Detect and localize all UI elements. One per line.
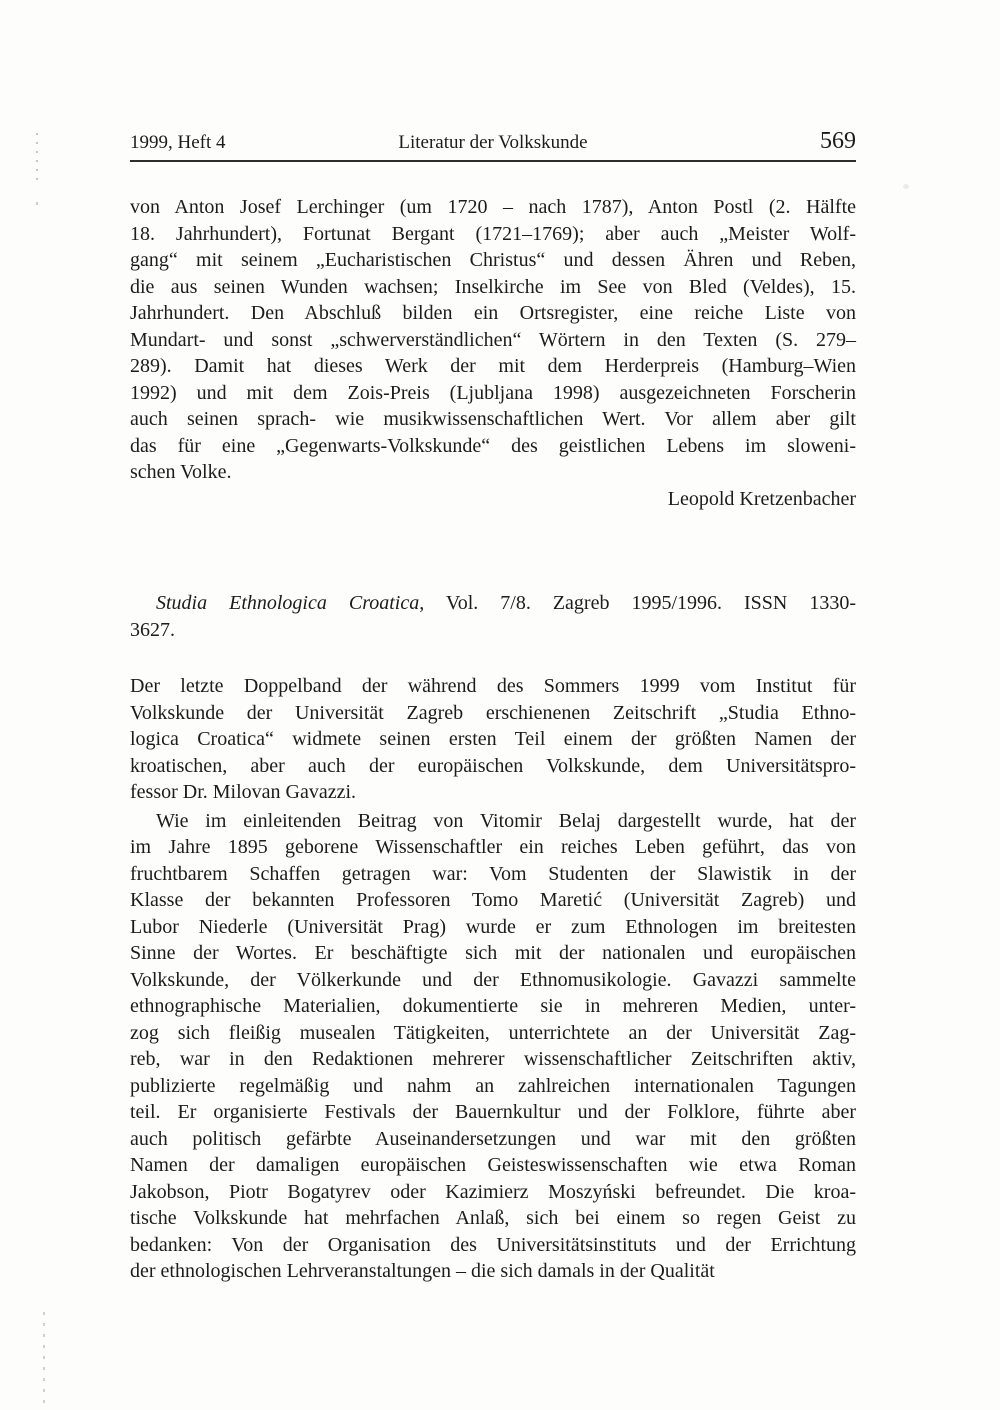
text-line: Jakobson, Piotr Bogatyrev oder Kazimierz Moszyński befreundet. Die kroa- — [130, 1180, 856, 1203]
text-line: auch seinen sprach- wie musikwissenschaftlichen Wert. Vor allem aber gilt — [130, 408, 856, 430]
text-line: die aus seinen Wunden wachsen; Inselkirche im See von Bled (Veldes), 15. — [130, 275, 856, 298]
text-line: auch politisch gefärbte Auseinandersetzungen und war mit den größten — [130, 1127, 856, 1150]
review-paragraph-intro — [130, 673, 856, 806]
text-line: gang“ mit seinem „Eucharistischen Christus“ und dessen Ähren und Reben, — [130, 249, 856, 271]
text-line: logica Croatica“ widmete seinen ersten Teil einem der größten Namen der — [130, 728, 856, 750]
text-line: zog sich fleißig musealen Tätigkeiten, unterrichtete an der Universität Zag- — [130, 1021, 856, 1044]
header-rule — [130, 160, 856, 162]
text-line: 289). Damit hat dieses Werk der mit dem Herderpreis (Hamburg–Wien — [130, 355, 856, 377]
citation-issn-tail: 3627. — [130, 618, 175, 641]
review-continuation-paragraph — [130, 194, 856, 486]
text-line: fessor Dr. Milovan Gavazzi. — [130, 781, 357, 803]
text-line: publizierte regelmäßig und nahm an zahlreichen internationalen Tagungen — [130, 1074, 856, 1097]
text-line: bedanken: Von der Organisation des Universitätsinstituts und der Errichtung — [130, 1233, 856, 1256]
text-block — [130, 130, 856, 1285]
text-line: tische Volkskunde hat mehrfachen Anlaß, sich bei einem so regen Geist zu — [130, 1207, 856, 1229]
text-line: das für eine „Gegenwarts-Volkskunde“ des geistlichen Lebens im sloweni- — [130, 434, 856, 457]
text-line: kroatischen, aber auch der europäischen Volkskunde, dem Universitätspro- — [130, 754, 856, 777]
text-line: fruchtbarem Schaffen getragen war: Vom Studenten der Slawistik in der — [130, 862, 856, 885]
text-line: schen Volke. — [130, 461, 232, 483]
text-line: reb, war in den Redaktionen mehrerer wissenschaftlicher Zeitschriften aktiv, — [130, 1048, 856, 1070]
text-line: Wie im einleitenden Beitrag von Vitomir Belaj dargestellt wurde, hat der — [156, 809, 856, 832]
text-line: Mundart- und sonst „schwerverständlichen“ Wörtern in den Texten (S. 279– — [130, 328, 856, 351]
text-line: Der letzte Doppelband der während des Sommers 1999 vom Institut für — [130, 675, 856, 697]
citation-details: , Vol. 7/8. Zagreb 1995/1996. ISSN 1330- — [419, 592, 856, 614]
text-line: 18. Jahrhundert), Fortunat Bergant (1721–1769); aber auch „Meister Wolf- — [130, 222, 856, 245]
text-line: 1992) und mit dem Zois-Preis (Ljubljana 1998) ausgezeichneten Forscherin — [130, 381, 856, 404]
text-line: der ethnologischen Lehrveranstaltungen – die sich damals in der Qualität — [130, 1260, 715, 1282]
page-number: 569 — [820, 128, 856, 154]
citation-title: Studia Ethnologica Croatica — [156, 592, 420, 614]
text-line: Lubor Niederle (Universität Prag) wurde er zum Ethnologen im breitesten — [130, 915, 856, 938]
text-line: teil. Er organisierte Festivals der Bauernkultur und der Folklore, führte aber — [130, 1101, 856, 1123]
scan-artifact — [36, 133, 38, 181]
reviewer-signature: Leopold Kretzenbacher — [667, 487, 856, 510]
scan-artifact — [36, 202, 38, 205]
text-line: Jahrhundert. Den Abschluß bilden ein Ortsregister, eine reiche Liste von — [130, 302, 856, 324]
text-line: ethnographische Materialien, dokumentierte sie in mehreren Medien, unter- — [130, 995, 856, 1017]
citation-heading — [130, 590, 856, 643]
text-line: von Anton Josef Lerchinger (um 1720 – nach 1787), Anton Postl (2. Hälfte — [130, 196, 856, 218]
text-line: Volkskunde, der Völkerkunde und der Ethnomusikologie. Gavazzi sammelte — [130, 968, 856, 991]
text-line: Volkskunde der Universität Zagreb erschienenen Zeitschrift „Studia Ethno- — [130, 701, 856, 724]
text-line: Klasse der bekannten Professoren Tomo Maretić (Universität Zagreb) und — [130, 889, 856, 911]
text-line: im Jahre 1895 geborene Wissenschaftler ein reiches Leben geführt, das von — [130, 836, 856, 858]
running-title: Literatur der Volkskunde — [398, 132, 588, 153]
scan-artifact — [903, 184, 909, 189]
journal-issue: 1999, Heft 4 — [130, 132, 226, 153]
text-line: Sinne der Wortes. Er beschäftigte sich mit der nationalen und europäischen — [130, 942, 856, 964]
citation-line — [130, 590, 856, 617]
page-header — [130, 130, 856, 154]
text-line: Namen der damaligen europäischen Geisteswissenschaften wie etwa Roman — [130, 1154, 856, 1176]
review-paragraph-biography — [130, 808, 856, 1285]
scan-artifact — [43, 1312, 45, 1410]
